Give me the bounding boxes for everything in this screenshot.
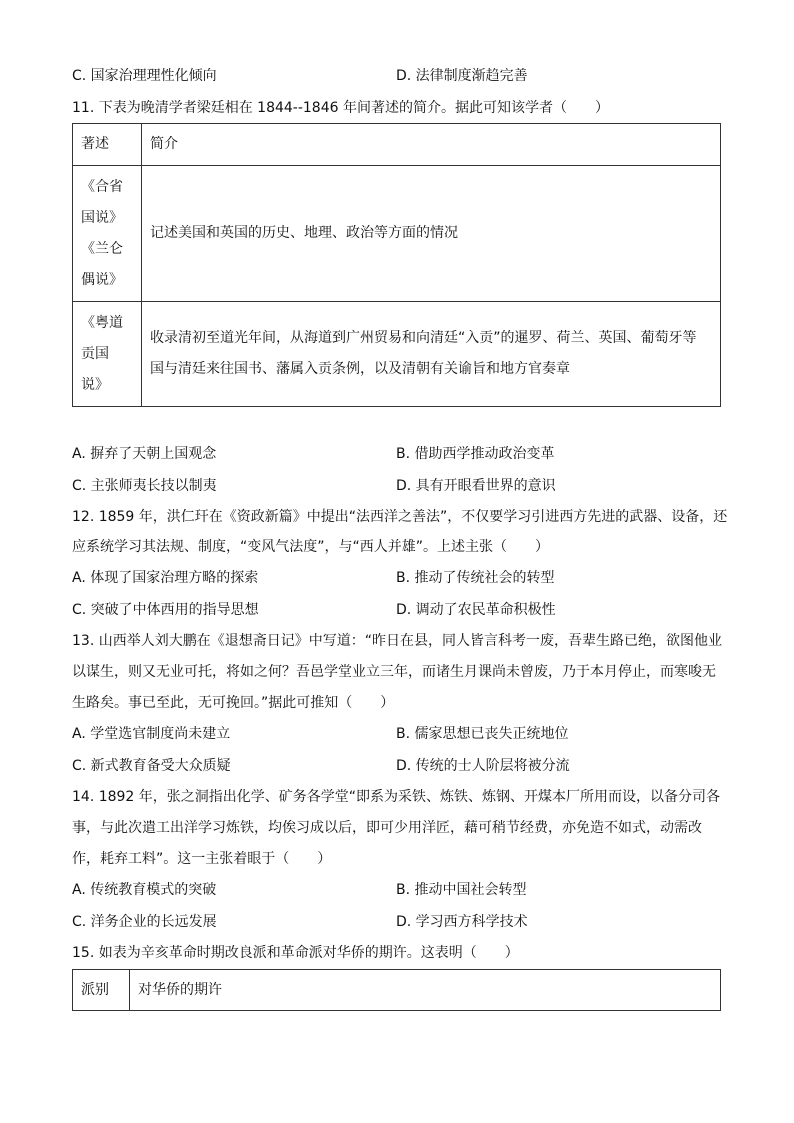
- q13-option-c: C. 新式教育备受大众质疑: [72, 758, 231, 774]
- q13-stem-line: 以谋生，则又无业可托，将如之何？吾邑学堂业立三年，而诸生月课尚未曾废，乃于本月停止，而寒唆无: [72, 664, 716, 680]
- q14-stem-line: 事，与此次遣工出洋学习炼铁，均俟习成以后，即可少用洋匠，藉可稍节经费，亦免造不如式，动需改: [72, 820, 702, 836]
- table-row: [73, 302, 721, 407]
- work-desc-line: 记述美国和英国的历史、地理、政治等方面的情况: [150, 225, 458, 241]
- work-title-line: 《兰仑: [81, 240, 123, 257]
- work-desc-cell: [142, 302, 721, 407]
- q12-option-a: A. 体现了国家治理方略的探索: [72, 570, 259, 586]
- q13-option-b: B. 儒家思想已丧失正统地位: [396, 726, 569, 742]
- q11-option-c: C. 主张师夷长技以制夷: [72, 478, 217, 494]
- q11-stem: 11. 下表为晚清学者梁廷相在 1844--1846 年间著述的简介。据此可知该学者（ ）: [72, 100, 609, 116]
- q12-stem-line: 应系统学习其法规、制度，“变风气法度”，与“西人并雄”。上述主张（ ）: [72, 539, 550, 555]
- q15-table: [72, 969, 721, 1011]
- work-title-line: 国说》: [81, 209, 123, 226]
- work-desc-line: 国与清廷来往国书、藩属入贡条例，以及清朝有关谕旨和地方官奏章: [150, 361, 570, 377]
- q13-option-a: A. 学堂选官制度尚未建立: [72, 726, 231, 742]
- work-title-cell: [73, 166, 142, 302]
- q12-option-d: D. 调动了农民革命积极性: [396, 602, 556, 618]
- q13-stem-line: 生路矣。事已至此，无可挽回。”据此可推知（ ）: [72, 695, 395, 711]
- q14-stem-line: 作，耗弃工料”。这一主张着眼于（ ）: [72, 851, 332, 867]
- q12-stem-line: 12. 1859 年，洪仁玕在《资政新篇》中提出“法西洋之善法”，不仅要学习引进西方先进的武器、设备，还: [72, 509, 728, 525]
- table-header-row: [73, 970, 721, 1011]
- q14-option-d: D. 学习西方科学技术: [396, 914, 528, 930]
- q14-option-b: B. 推动中国社会转型: [396, 882, 527, 898]
- table-header-cell: 对华侨的期许: [130, 970, 721, 1011]
- q11-option-d: D. 具有开眼看世界的意识: [396, 478, 556, 494]
- work-desc-line: 收录清初至道光年间，从海道到广州贸易和向清廷“入贡”的暹罗、荷兰、英国、葡萄牙等: [150, 330, 697, 346]
- q10-option-c: C. 国家治理理性化倾向: [72, 68, 217, 84]
- table-row: [73, 166, 721, 302]
- table-header-cell: 著述: [73, 124, 142, 166]
- q13-option-d: D. 传统的士人阶层将被分流: [396, 758, 570, 774]
- table-header-row: [73, 124, 721, 166]
- work-desc-cell: [142, 166, 721, 302]
- work-title-line: 贡国: [81, 345, 109, 362]
- work-title-line: 说》: [81, 376, 109, 393]
- q11-table: [72, 123, 721, 407]
- q13-stem-line: 13. 山西举人刘大鹏在《退想斋日记》中写道：“昨日在县，同人皆言科考一废，吾辈生路已绝，欲图他业: [72, 633, 722, 649]
- q14-stem-line: 14. 1892 年，张之洞指出化学、矿务各学堂“即系为采铁、炼铁、炼钢、开煤本厂所用而设，以备分司各: [72, 789, 721, 805]
- table-header-cell: 派别: [73, 970, 130, 1011]
- q12-option-c: C. 突破了中体西用的指导思想: [72, 602, 259, 618]
- work-title-cell: [73, 302, 142, 407]
- q14-option-a: A. 传统教育模式的突破: [72, 882, 217, 898]
- q12-option-b: B. 推动了传统社会的转型: [396, 570, 555, 586]
- q10-option-d: D. 法律制度渐趋完善: [396, 68, 528, 84]
- q11-option-b: B. 借助西学推动政治变革: [396, 446, 555, 462]
- work-title-line: 《合省: [81, 178, 123, 195]
- work-title-line: 偶说》: [81, 271, 123, 288]
- q14-option-c: C. 洋务企业的长远发展: [72, 914, 217, 930]
- q11-option-a: A. 摒弃了天朝上国观念: [72, 446, 217, 462]
- q15-stem: 15. 如表为辛亥革命时期改良派和革命派对华侨的期许。这表明（ ）: [72, 945, 519, 961]
- table-header-cell: 简介: [142, 124, 721, 166]
- work-title-line: 《粤道: [81, 314, 123, 331]
